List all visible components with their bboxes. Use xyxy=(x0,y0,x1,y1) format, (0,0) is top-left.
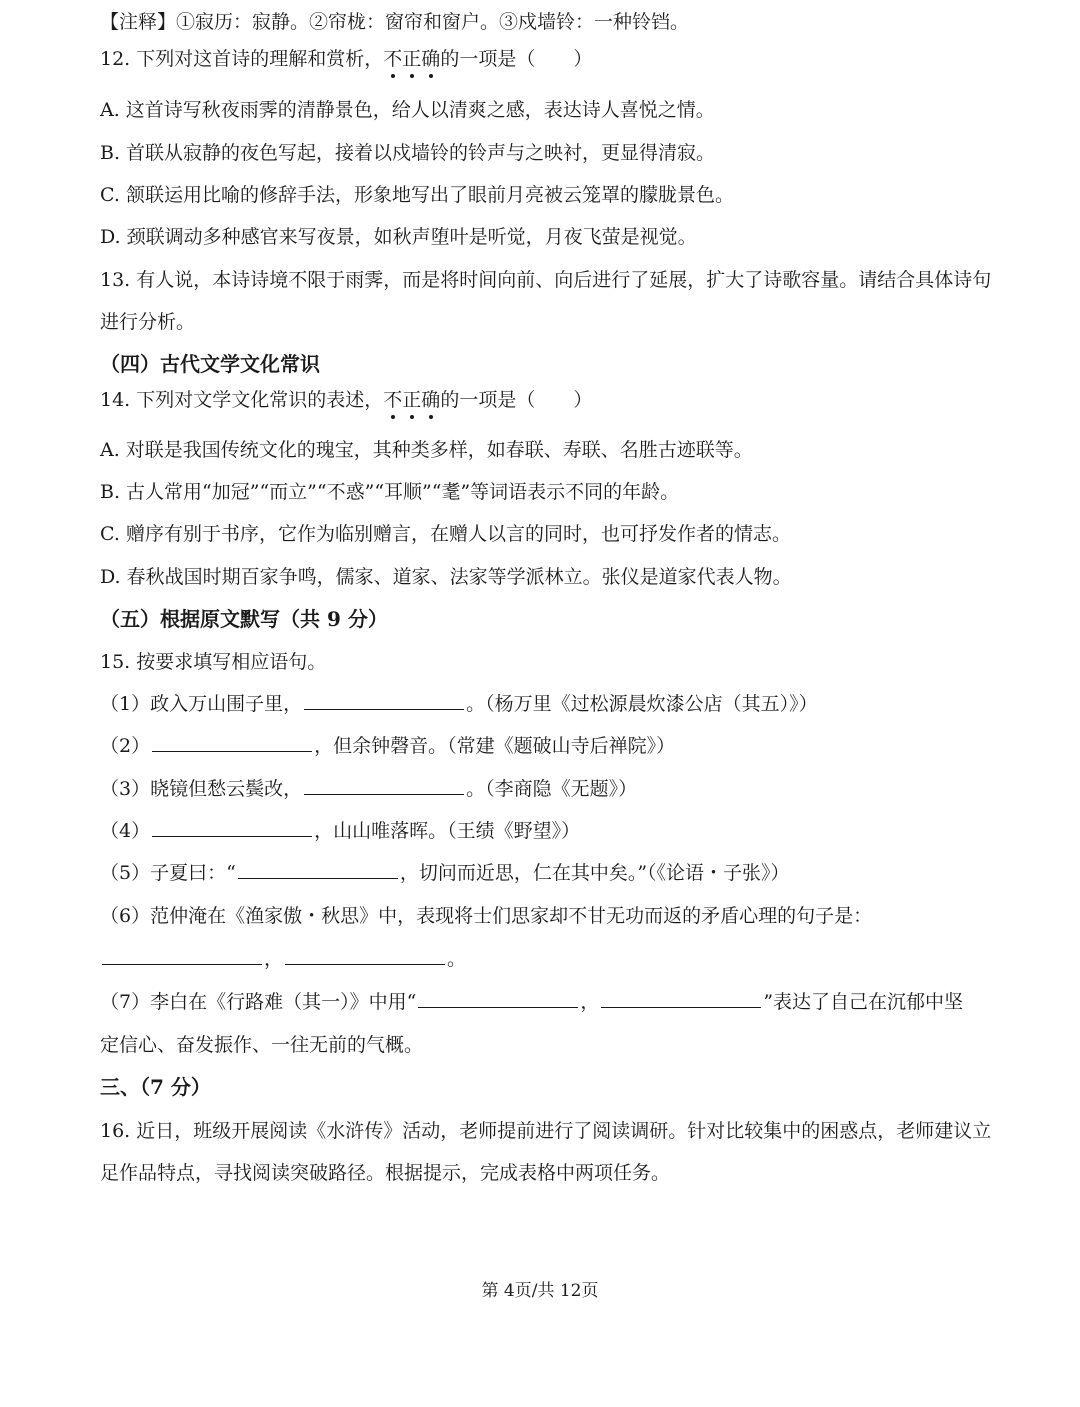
q15-item-2-source: ，但余钟磬音。（常建《题破山寺后禅院》） xyxy=(314,735,676,757)
section-4-heading: （四）古代文学文化常识 xyxy=(100,352,320,376)
answer-blank[interactable] xyxy=(304,776,464,795)
q15-item-7 xyxy=(100,989,963,1015)
separator: ， xyxy=(580,991,600,1013)
question-12-prefix: 12. 下列对这首诗的理解和赏析， xyxy=(100,48,384,70)
q15-item-4-source: ，山山唯落晖。（王绩《野望》） xyxy=(314,820,581,842)
q15-item-2-text: （2） xyxy=(100,735,151,757)
q15-item-3-source: 。（李商隐《无题》） xyxy=(466,778,638,800)
q15-item-5-text: （5）子夏曰：“ xyxy=(100,862,236,884)
annotation-note: 【注释】①寂历：寂静。②帘栊：窗帘和窗户。③戍墙铃：一种铃铛。 xyxy=(100,11,690,33)
question-13-line2: 进行分析。 xyxy=(100,311,196,333)
q15-item-4 xyxy=(100,818,580,844)
emphasis-char: 确 xyxy=(421,389,441,411)
q15-item-2 xyxy=(100,733,675,759)
separator: ， xyxy=(264,948,284,970)
emphasis-char: 不 xyxy=(383,389,403,411)
page-number: 第 4页/共 12页 xyxy=(481,1281,599,1301)
q15-item-7-text: （7）李白在《行路难（其一）》中用“ xyxy=(100,991,417,1013)
q15-item-6: （6）范仲淹在《渔家傲・秋思》中，表现将士们思家却不甘无功而返的矛盾心理的句子是： xyxy=(100,905,873,927)
answer-blank[interactable] xyxy=(304,691,464,710)
section-3-heading: 三、（7 分） xyxy=(100,1075,211,1099)
q12-option-b: B. 首联从寂静的夜色写起，接着以戍墙铃的铃声与之映衬，更显得清寂。 xyxy=(100,142,716,164)
q15-item-1-text: （1）政入万山围子里， xyxy=(100,693,303,715)
q14-option-d: D. 春秋战国时期百家争鸣，儒家、道家、法家等学派林立。张仪是道家代表人物。 xyxy=(100,566,792,588)
answer-blank[interactable] xyxy=(601,989,761,1008)
q15-item-1 xyxy=(100,691,818,717)
emphasis-char: 正 xyxy=(402,48,422,70)
question-14-suffix: 的一项是（ ） xyxy=(440,389,593,411)
answer-blank[interactable] xyxy=(102,946,262,965)
q15-item-7-tail: ”表达了自己在沉郁中坚 xyxy=(763,991,964,1013)
section-5-heading: （五）根据原文默写（共 9 分） xyxy=(100,607,388,631)
question-15-stem: 15. 按要求填写相应语句。 xyxy=(100,651,327,673)
q15-item-4-text: （4） xyxy=(100,820,151,842)
emphasis-char: 确 xyxy=(421,48,441,70)
q14-option-c: C. 赠序有别于书序，它作为临别赠言，在赠人以言的同时，也可抒发作者的情志。 xyxy=(100,523,791,545)
q12-option-d: D. 颈联调动多种感官来写夜景，如秋声堕叶是听觉，月夜飞萤是视觉。 xyxy=(100,226,697,248)
answer-blank[interactable] xyxy=(152,818,312,837)
question-12-stem xyxy=(100,46,592,72)
end-mark: 。 xyxy=(447,948,467,970)
q15-item-6-blanks xyxy=(100,946,466,972)
emphasis-char: 不 xyxy=(383,48,403,70)
q15-item-3-text: （3）晓镜但愁云鬓改， xyxy=(100,778,303,800)
q15-item-1-source: 。（杨万里《过松源晨炊漆公店（其五）》） xyxy=(466,693,818,715)
question-14-prefix: 14. 下列对文学文化常识的表述， xyxy=(100,389,384,411)
q14-option-b: B. 古人常用“加冠”“而立”“不惑”“耳顺”“耄”等词语表示不同的年龄。 xyxy=(100,481,680,503)
answer-blank[interactable] xyxy=(238,860,398,879)
q12-option-c: C. 颔联运用比喻的修辞手法，形象地写出了眼前月亮被云笼罩的朦胧景色。 xyxy=(100,184,734,206)
answer-blank[interactable] xyxy=(285,946,445,965)
answer-blank[interactable] xyxy=(418,989,578,1008)
q12-option-a: A. 这首诗写秋夜雨霁的清静景色，给人以清爽之感，表达诗人喜悦之情。 xyxy=(100,99,715,121)
emphasis-char: 正 xyxy=(402,389,422,411)
q15-item-7-line2: 定信心、奋发振作、一往无前的气概。 xyxy=(100,1034,424,1056)
q15-item-5 xyxy=(100,860,790,886)
q15-item-3 xyxy=(100,776,637,802)
question-14-stem xyxy=(100,387,592,413)
question-13-line1: 13. 有人说，本诗诗境不限于雨霁，而是将时间向前、向后进行了延展，扩大了诗歌容量。请结合具体诗句 xyxy=(100,269,992,291)
q14-option-a: A. 对联是我国传统文化的瑰宝，其种类多样，如春联、寿联、名胜古迹联等。 xyxy=(100,439,753,461)
question-16-line1: 16. 近日，班级开展阅读《水浒传》活动，老师提前进行了阅读调研。针对比较集中的困惑点，老师建议立 xyxy=(100,1120,992,1142)
question-12-suffix: 的一项是（ ） xyxy=(440,48,593,70)
question-16-line2: 足作品特点，寻找阅读突破路径。根据提示，完成表格中两项任务。 xyxy=(100,1162,671,1184)
answer-blank[interactable] xyxy=(152,733,312,752)
q15-item-5-source: ，切问而近思，仁在其中矣。”（《论语・子张》） xyxy=(399,862,790,884)
